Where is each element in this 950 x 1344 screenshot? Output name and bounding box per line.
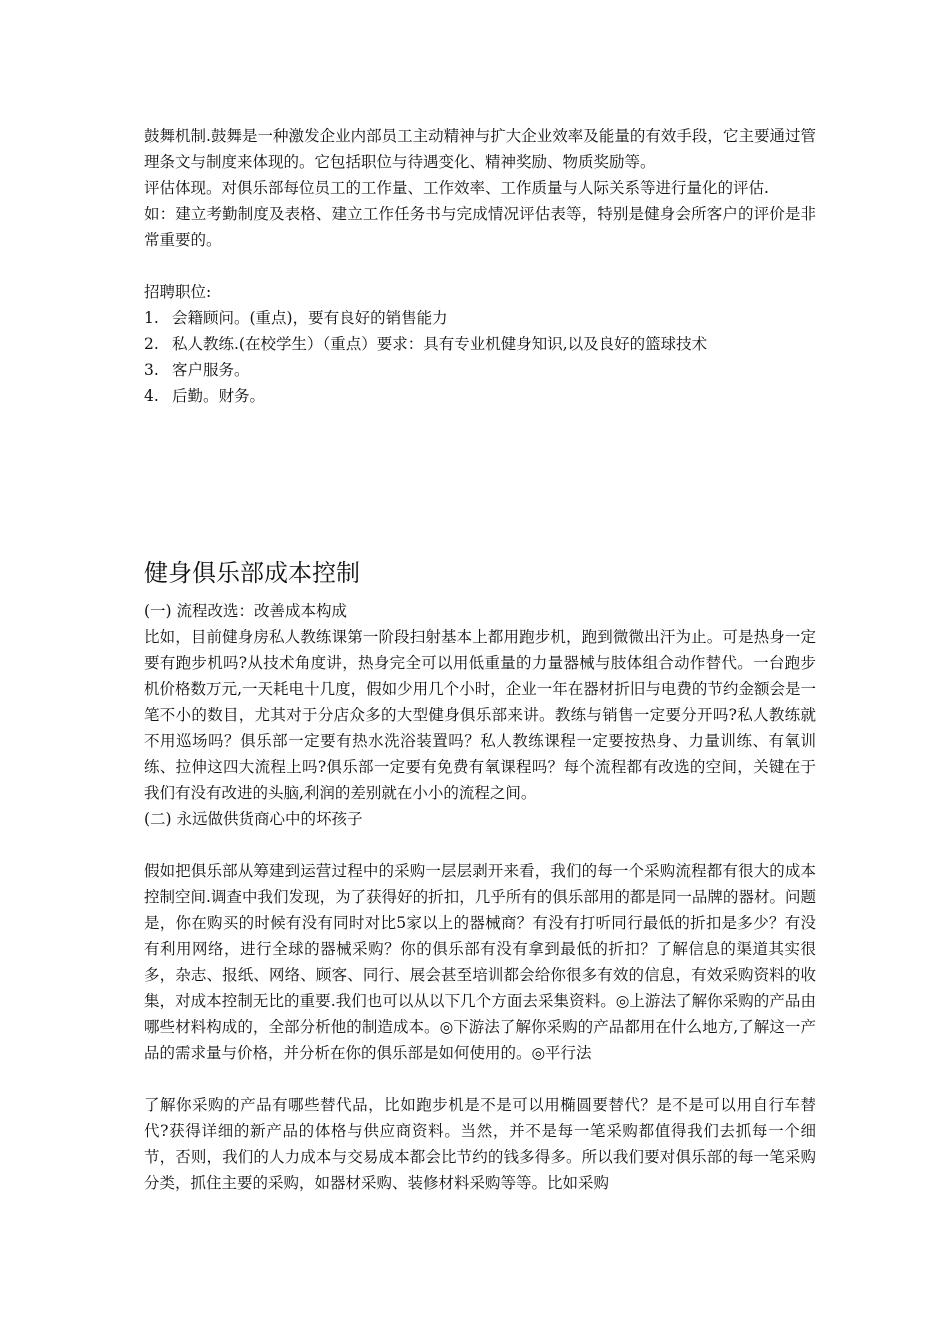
recruit-title: 招聘职位: [144, 283, 212, 301]
list-item-text: 后勤。财务。 [172, 387, 266, 405]
cost-control-section [144, 598, 816, 1196]
blank-line [144, 253, 816, 279]
substitute-paragraph: 了解你采购的产品有哪些替代品，比如跑步机是不是可以用椭圆要替代？是不是可以用自行车替代?获得详细的新产品的体格与供应商资料。当然，并不是每一笔采购都值得我们去抓每一个细节，否则，我们的人力成本与交易成本都会比节约的钱多得多。所以我们要对俱乐部的每一笔采购分类，抓住主要的采购，如器材采购、装修材料采购等等。比如采购 [144, 1096, 816, 1192]
incentive-paragraph: 鼓舞机制.鼓舞是一种激发企业内部员工主动精神与扩大企业效率及能量的有效手段，它主要通过管理条文与制度来体现的。它包括职位与待遇变化、精神奖励、物质奖励等。 [144, 127, 816, 171]
blank-line [144, 832, 816, 858]
list-item [144, 331, 816, 357]
recruit-list [144, 305, 816, 409]
list-item-text: 会籍顾问。(重点)，要有良好的销售能力 [172, 309, 448, 327]
section-heading: 健身俱乐部成本控制 [144, 559, 360, 587]
list-item-number: 1. [144, 309, 159, 327]
procurement-paragraph: 假如把俱乐部从筹建到运营过程中的采购一层层剥开来看，我们的每一个采购流程都有很大的成本控制空间.调查中我们发现，为了获得好的折扣，几乎所有的俱乐部用的都是同一品牌的器材。问题是，你在购买的时候有没有同时对比5家以上的器械商？有没有打听同行最低的折扣是多少？有没有利用网络，进行全球的器械采购？你的俱乐部有没有拿到最低的折扣？了解信息的渠道其实很多，杂志、报纸、网络、顾客、同行、展会甚至培训都会给你很多有效的信息，有效采购资料的收集，对成本控制无比的重要.我们也可以从以下几个方面去采集资料。◎上游法了解你采购的产品由哪些材料构成的，全部分析他的制造成本。◎下游法了解你采购的产品都用在什么地方,了解这一产品的需求量与价格，并分析在你的俱乐部是如何使用的。◎平行法 [144, 862, 816, 1062]
list-item [144, 305, 816, 331]
list-item-number: 4. [144, 387, 159, 405]
list-item-text: 私人教练.(在校学生）（重点）要求：具有专业机健身知识,以及良好的篮球技术 [172, 335, 708, 353]
intro-block [144, 123, 816, 409]
list-item-text: 客户服务。 [172, 361, 250, 379]
subheading-one: (一) 流程改选：改善成本构成 [144, 602, 348, 620]
example-paragraph: 如：建立考勤制度及表格、建立工作任务书与完成情况评估表等，特别是健身会所客户的评价是非常重要的。 [144, 205, 816, 249]
blank-line [144, 1066, 816, 1092]
evaluation-paragraph: 评估体现。对俱乐部每位员工的工作量、工作效率、工作质量与人际关系等进行量化的评估. [144, 179, 769, 197]
list-item [144, 383, 816, 409]
subheading-two: (二) 永远做供货商心中的坏孩子 [144, 810, 363, 828]
list-item-number: 3. [144, 361, 159, 379]
list-item-number: 2. [144, 335, 159, 353]
process-paragraph: 比如，目前健身房私人教练课第一阶段扫射基本上都用跑步机，跑到微微出汗为止。可是热身一定要有跑步机吗?从技术角度讲，热身完全可以用低重量的力量器械与肢体组合动作替代。一台跑步机价格数万元,一天耗电十几度，假如少用几个小时，企业一年在器材折旧与电费的节约金额会是一笔不小的数目，尤其对于分店众多的大型健身俱乐部来讲。教练与销售一定要分开吗?私人教练就不用巡场吗？俱乐部一定要有热水洗浴装置吗？私人教练课程一定要按热身、力量训练、有氧训练、拉伸这四大流程上吗?俱乐部一定要有免费有氧课程吗？每个流程都有改选的空间，关键在于我们有没有改进的头脑,利润的差别就在小小的流程之间。 [144, 628, 816, 802]
list-item [144, 357, 816, 383]
